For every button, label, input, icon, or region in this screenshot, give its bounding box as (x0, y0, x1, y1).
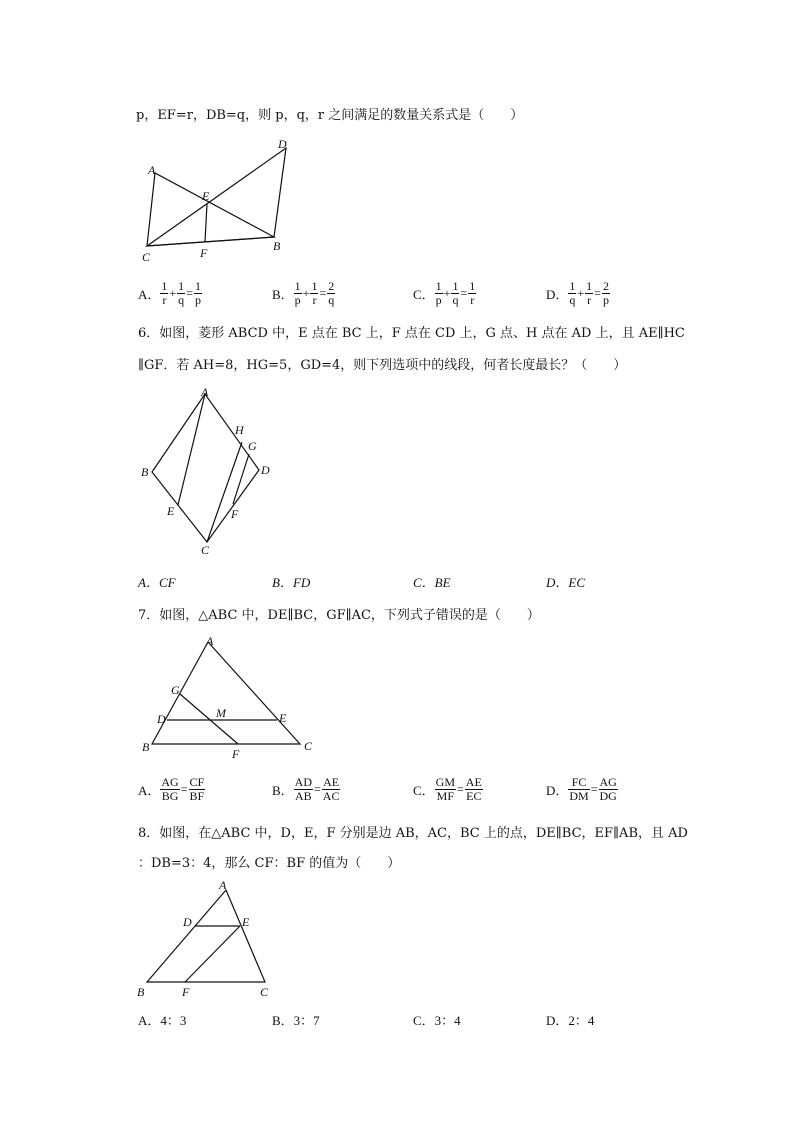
q7-option-d[interactable] (546, 776, 618, 803)
q8-label-c: C (260, 985, 269, 999)
fraction: $\frac{AE}{AC}$ (322, 775, 340, 803)
option-letter: C． (413, 287, 435, 302)
fraction: $\frac{2}{p}$ (602, 279, 609, 307)
q5-segment-ef (205, 204, 207, 242)
q7-option-a[interactable] (138, 776, 205, 803)
q6-option-d[interactable]: D．EC (546, 575, 586, 590)
q8-stem-line2: ：DB=3：4，那么 CF：BF 的值为（ ） (138, 856, 401, 871)
q8-label-d: D (183, 915, 192, 929)
operator: = (590, 782, 598, 796)
q6-option-c[interactable]: C．BE (413, 575, 451, 590)
operator: = (457, 782, 464, 796)
q8-option-c[interactable]: C．3：4 (413, 1013, 461, 1028)
q5-label-d: D (278, 137, 287, 151)
q7-label-d: D (157, 712, 166, 726)
fraction: $\frac{1}{q}$ (452, 279, 459, 307)
fraction: $\frac{1}{q}$ (569, 279, 576, 307)
operator: = (594, 286, 601, 300)
fraction: $\frac{CF}{BF}$ (189, 775, 205, 803)
q7-stem: 7．如图，△ABC 中，DE∥BC，GF∥AC，下列式子错误的是（ ） (138, 608, 540, 623)
option-letter: D． (546, 783, 569, 798)
q8-stem-line1: 8．如图，在△ABC 中，D，E，F 分别是边 AB，AC，BC 上的点，DE∥BC，EF∥AB，且 AD (138, 826, 688, 841)
q8-option-d[interactable]: D．2：4 (546, 1013, 595, 1028)
q5-option-a[interactable] (138, 280, 202, 307)
q6-stem-line2: ∥GF．若 AH=8，HG=5，GD=4，则下列选项中的线段，何者长度最长？（ ） (138, 358, 627, 373)
q6-option-a[interactable]: A．CF (138, 575, 176, 590)
q5-option-b[interactable] (272, 280, 335, 307)
operator: = (180, 782, 188, 796)
operator: + (169, 286, 177, 300)
q5-triangle-abc (147, 173, 274, 246)
q7-label-f: F (232, 747, 240, 761)
q5-label-b: B (273, 239, 281, 253)
fraction: $\frac{AG}{DG}$ (599, 775, 617, 803)
q6-label-e: E (167, 504, 175, 518)
q5-label-a: A (148, 163, 156, 177)
q5-option-d[interactable] (546, 280, 610, 307)
q5-option-c[interactable] (413, 280, 476, 307)
q6-label-g: G (248, 439, 257, 453)
q5-triangle-cdb (147, 148, 286, 246)
q6-stem-line1: 6．如图，菱形 ABCD 中，E 点在 BC 上，F 点在 CD 上，G 点、H 点在 AD 上，且 AE∥HC (138, 326, 685, 341)
q6-label-h: H (235, 423, 244, 437)
fraction: $\frac{1}{r}$ (469, 279, 476, 307)
q8-figure (135, 876, 285, 1004)
q7-option-c[interactable] (413, 776, 483, 803)
fraction: $\frac{FC}{DM}$ (569, 775, 589, 803)
operator: = (186, 286, 193, 300)
q7-label-a: A (206, 634, 214, 648)
fraction: $\frac{GM}{MF}$ (435, 775, 456, 803)
option-letter: A． (138, 783, 161, 798)
operator: + (443, 286, 451, 300)
fraction: $\frac{1}{p}$ (294, 279, 301, 307)
fraction: $\frac{1}{p}$ (435, 279, 442, 307)
option-letter: C． (413, 783, 435, 798)
q8-segment-ef (185, 926, 240, 982)
q8-label-b: B (137, 985, 145, 999)
q7-segment-gf (180, 694, 238, 744)
q7-option-b[interactable] (272, 776, 340, 803)
fraction: $\frac{AG}{BG}$ (161, 775, 179, 803)
q8-option-b[interactable]: B．3：7 (272, 1013, 320, 1028)
q5-figure (135, 130, 305, 270)
fraction: $\frac{1}{p}$ (194, 279, 201, 307)
fraction: $\frac{2}{q}$ (328, 279, 335, 307)
q7-figure (135, 632, 325, 762)
q6-label-a: A (201, 385, 209, 399)
operator: + (577, 286, 585, 300)
q7-label-c: C (304, 739, 313, 753)
q6-option-b[interactable]: B．FD (272, 575, 311, 590)
q5-label-f: F (200, 246, 208, 260)
q8-label-f: F (182, 985, 190, 999)
option-letter: B． (272, 287, 294, 302)
q5-label-e: E (202, 189, 210, 203)
fraction: $\frac{1}{r}$ (161, 279, 168, 307)
q6-label-b: B (141, 465, 149, 479)
q6-figure (135, 382, 285, 562)
operator: = (314, 782, 321, 796)
q7-label-e: E (279, 711, 287, 725)
q8-option-a[interactable]: A．4：3 (138, 1013, 187, 1028)
fraction: $\frac{1}{r}$ (586, 279, 593, 307)
fraction: $\frac{1}{r}$ (311, 279, 318, 307)
q7-label-m: M (216, 706, 226, 720)
operator: = (460, 286, 468, 300)
fraction: $\frac{AE}{EC}$ (465, 775, 482, 803)
fraction: $\frac{AD}{AB}$ (294, 775, 313, 803)
q8-label-a: A (219, 878, 227, 892)
q6-label-c: C (201, 543, 210, 557)
q7-label-b: B (142, 740, 150, 754)
option-letter: D． (546, 287, 569, 302)
q6-label-f: F (231, 507, 239, 521)
q6-rhombus (152, 394, 259, 542)
q5-stem: p，EF=r，DB=q，则 p，q，r 之间满足的数量关系式是（ ） (136, 108, 524, 123)
option-letter: B． (272, 783, 294, 798)
q6-label-d: D (261, 463, 270, 477)
option-letter: A． (138, 287, 161, 302)
fraction: $\frac{1}{q}$ (178, 279, 185, 307)
q8-triangle-abc (147, 890, 265, 982)
q8-label-e: E (242, 915, 250, 929)
q7-label-g: G (171, 683, 180, 697)
q5-label-c: C (142, 250, 151, 264)
q6-segment-ae (178, 394, 205, 505)
operator: = (319, 286, 327, 300)
operator: + (302, 286, 310, 300)
